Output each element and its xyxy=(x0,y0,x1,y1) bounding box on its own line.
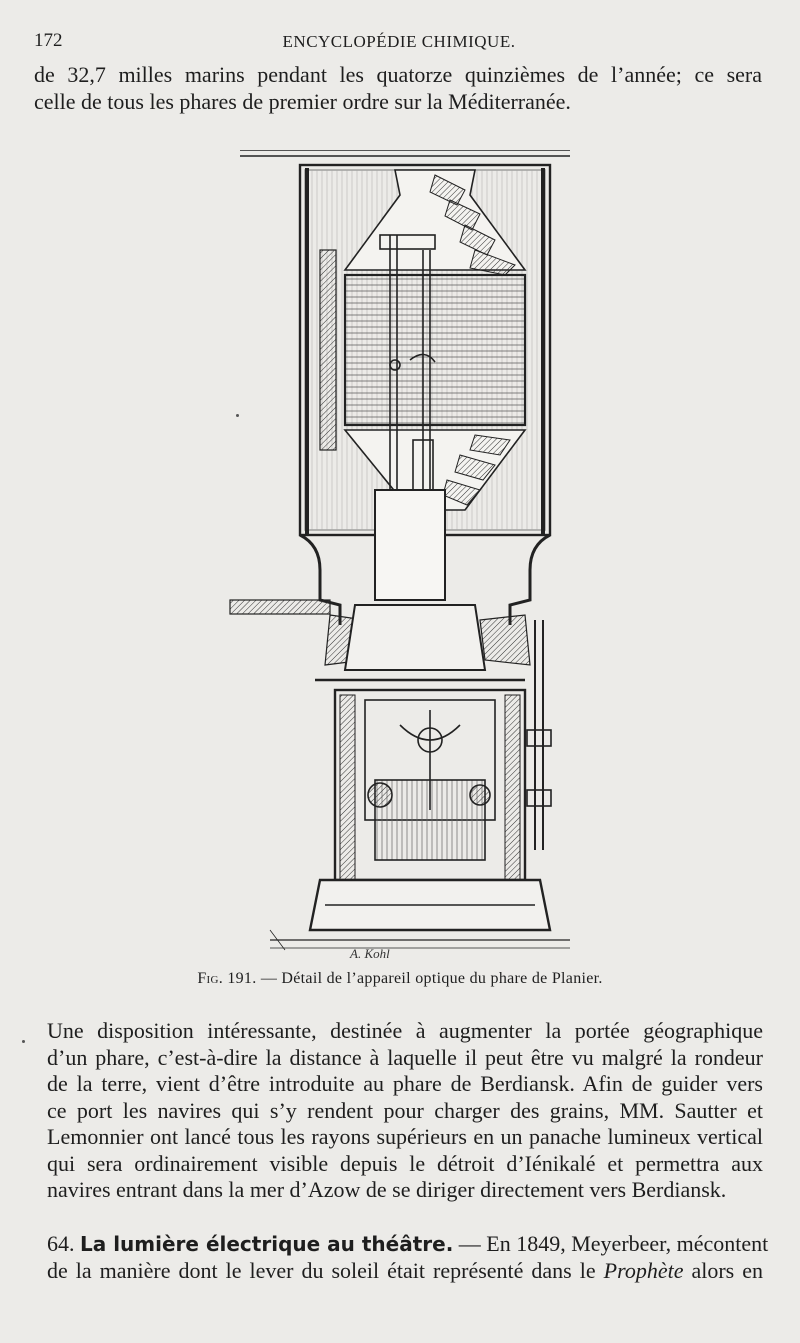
caption-text: — Détail de l’appareil optique du phare de Planier. xyxy=(256,970,603,987)
text-line: ce port les navires qui s’y rendent pour charger des grains, MM. Sautter et xyxy=(47,1097,763,1123)
body-paragraph-1 xyxy=(47,1018,763,1204)
line-text: alors en xyxy=(683,1257,764,1283)
section-number: 64. xyxy=(47,1231,75,1256)
engraver-signature: A. Kohl xyxy=(350,946,390,961)
page-number: 172 xyxy=(34,30,63,51)
figure-label: Fig. 191. xyxy=(197,970,257,987)
text-line xyxy=(47,1231,769,1258)
line-text: de la manière dont le lever du soleil était représenté dans le xyxy=(47,1257,604,1283)
intro-paragraph xyxy=(34,62,762,115)
text-line: navires entrant dans la mer d’Azow de se diriger directement vers Berdiansk. xyxy=(47,1177,727,1202)
running-title: ENCYCLOPÉDIE CHIMIQUE. xyxy=(282,32,516,51)
text-line: celle de tous les phares de premier ordre sur la Méditerranée. xyxy=(34,88,571,114)
text-line: d’un phare, c’est-à-dire la distance à laquelle il peut être vu malgré la rondeur xyxy=(47,1044,763,1070)
section-line-rest: — En 1849, Meyerbeer, mécontent xyxy=(453,1231,769,1256)
figure-caption xyxy=(0,970,800,988)
body-paragraph-2 xyxy=(47,1231,769,1284)
page-speck xyxy=(22,1040,25,1043)
text-line: Lemonnier ont lancé tous les rayons supérieurs en un panache lumineux vertical xyxy=(47,1124,763,1149)
lighthouse-apparatus-engraving xyxy=(225,150,585,970)
page-speck xyxy=(236,414,239,417)
text-line xyxy=(47,1258,763,1285)
work-title: Prophète xyxy=(603,1257,684,1283)
section-title: La lumière électrique au théâtre. xyxy=(80,1232,454,1256)
page-header xyxy=(34,30,764,52)
text-line: de la terre, vient d’être introduite au phare de Berdiansk. Afin de guider vers xyxy=(47,1071,763,1096)
text-line: Une disposition intéressante, destinée à augmenter la portée géographique xyxy=(47,1018,763,1043)
text-line: qui sera ordinairement visible depuis le détroit d’Iénikalé et permettra aux xyxy=(47,1150,763,1176)
text-line: de 32,7 milles marins pendant les quatorze quinzièmes de l’année; ce sera xyxy=(34,62,762,87)
